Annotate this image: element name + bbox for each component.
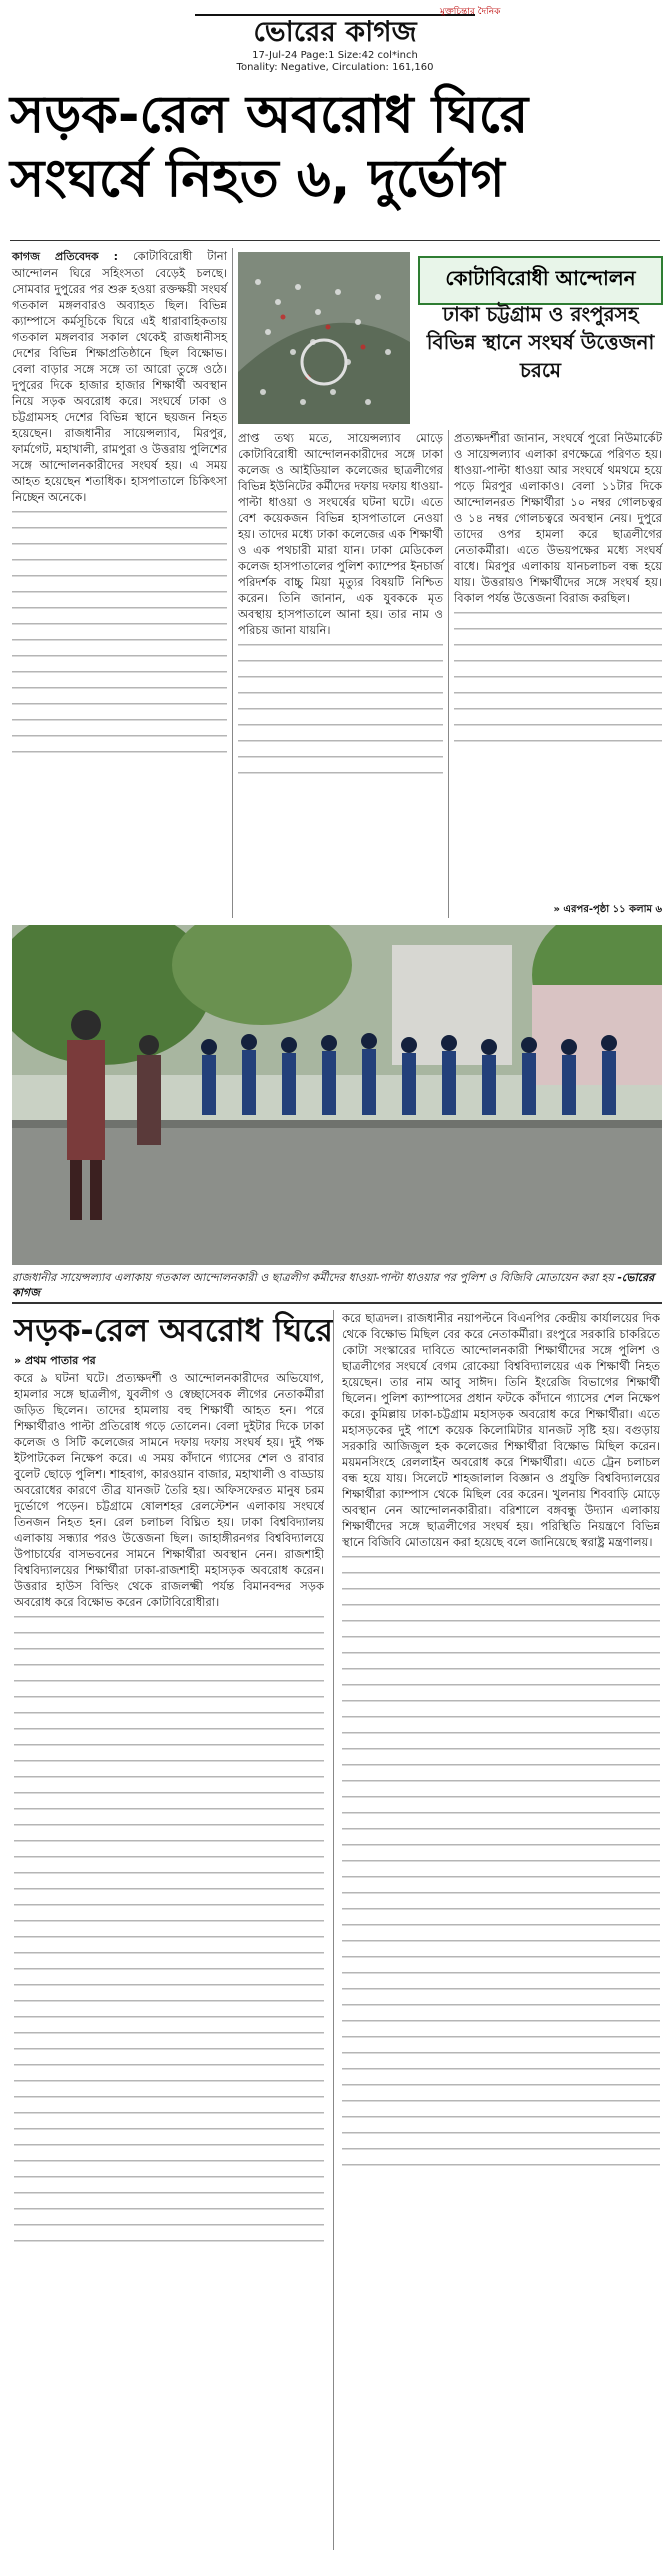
aerial-crowd-illustration xyxy=(238,252,410,424)
masthead-logo-art xyxy=(195,8,475,46)
section-rule xyxy=(12,1302,662,1304)
headline-line-2: সংঘর্ষে নিহত ৬, দুর্ভোগ xyxy=(10,149,505,209)
aerial-crowd-photo xyxy=(238,252,410,424)
masthead-tagline: মুক্তচিন্তার দৈনিক xyxy=(440,7,501,17)
photo-caption-text: রাজধানীর সায়েন্সল্যাব এলাকায় গতকাল আন্দোলনকারী ও ছাত্রলীগ কর্মীদের ধাওয়া-পাল্টা ধাওয়ার পর পুলিশ ও বিজিবি মোতায়েন করা হয় xyxy=(12,1271,614,1284)
lead-article-col-2-text: প্রাপ্ত তথ্য মতে, সায়েন্সল্যাব মোড়ে কোটাবিরোধী আন্দোলনকারীদের সঙ্গে ঢাকা কলেজ ও আইডিয়াল কলেজের ছাত্রলীগের বিভিন্ন ইউনিটের কর্মীদের দফায় দফায় ধাওয়া-পাল্টা ধাওয়া ও সংঘর্ষের ঘটনা ঘটে। এতে বেশ কয়েকজন বিভিন্ন হাসপাতালে নেওয়া হয়। তাদের মধ্যে ঢাকা কলেজের এক শিক্ষার্থী ও এক পথচারী মারা যান। ঢাকা মেডিকেল কলেজ হাসপাতালের পুলিশ ক্যাম্পের ইনচার্জ পরিদর্শক বাচ্চু মিয়া মৃত্যুর বিষয়টি নিশ্চিত করেন। তিনি জানান, এক যুবককে মৃত অবস্থায় হাসপাতালে আনা হয়। তার নাম ও পরিচয় জানা যায়নি। xyxy=(238,431,443,637)
continuation-from-label: » প্রথম পাতার পর xyxy=(14,1354,96,1367)
kicker-label: কোটাবিরোধী আন্দোলন xyxy=(418,256,663,305)
continuation-col-2-continued-text xyxy=(342,1556,660,2176)
continuation-col-1 xyxy=(14,1370,324,2550)
lead-article-col-2 xyxy=(238,430,443,918)
lead-article-col-3-text: প্রত্যক্ষদর্শীরা জানান, সংঘর্ষে পুরো নিউমার্কেট ও সায়েন্সল্যাব এলাকা রণক্ষেত্রে পরিণত হয়। ধাওয়া-পাল্টা ধাওয়া আর সংঘর্ষে থমথমে হয়ে পড়ে মিরপুর এলাকাও। বেলা ১১টার দিকে আন্দোলনরত শিক্ষার্থীরা ১০ নম্বর গোলচত্বর ও ১৪ নম্বর গোলচত্বরে অবস্থান নেয়। দুপুরে তাদের ওপর হামলা করে ছাত্রলীগের নেতাকর্মীরা। এতে উভয়পক্ষের মধ্যে সংঘর্ষ বাধে। মিরপুর এলাকায় যানচলাচল বন্ধ হয়ে যায়। উত্তরায়ও শিক্ষার্থীদের সঙ্গে সংঘর্ষ হয়। বিকাল পর্যন্ত উত্তেজনা বিরাজ করছিল। xyxy=(454,431,662,605)
lead-article-col-3-continued-text xyxy=(454,612,662,742)
lead-article-col-1-text xyxy=(12,248,227,505)
continuation-title: সড়ক-রেল অবরোধ ঘিরে xyxy=(14,1311,333,1349)
byline: কাগজ প্রতিবেদক : xyxy=(12,250,119,263)
lead-article-col-1-body: কোটাবিরোধী টানা আন্দোলন ঘিরে সহিংসতা বেড়েই চলছে। সোমবার দুপুরের পর শুরু হওয়া রক্তক্ষয়ী সংঘর্ষ গতকাল মঙ্গলবারও অব্যাহত ছিল। বিভিন্ন ক্যাম্পাসে কর্মসূচিকে ঘিরে এই ধারাবাহিকতায় গতকাল মঙ্গলবার সকাল থেকেই রাজধানীসহ দেশের বিভিন্ন শিক্ষাপ্রতিষ্ঠানে ছিল বিক্ষোভ। বেলা বাড়ার সঙ্গে সঙ্গে তা আরো তুঙ্গে ওঠে। দুপুরের দিকে হাজার হাজার শিক্ষার্থী অবস্থান নিয়ে সড়ক অবরোধ করে। সংঘর্ষে ঢাকা ও চট্টগ্রামসহ দেশের বিভিন্ন স্থানে ছয়জন নিহত হয়েছেন। রাজধানীর সায়েন্সল্যাব, মিরপুর, ফার্মগেট, মহাখালী, রামপুরা ও উত্তরায় পুলিশের সঙ্গে আন্দোলনকারীদের সংঘর্ষ হয়। এ সময় আহত হয়েছেন শতাধিক। হাসপাতালে চিকিৎসা নিচ্ছেন অনেকে। xyxy=(12,249,228,504)
subdeck: ঢাকা চট্টগ্রাম ও রংপুরসহ বিভিন্ন স্থানে সংঘর্ষ উত্তেজনা চরমে xyxy=(426,302,655,382)
photo-caption xyxy=(12,1270,662,1300)
continuation-col-2 xyxy=(342,1310,660,2550)
police-deployment-photo xyxy=(12,925,662,1265)
police-deployment-illustration xyxy=(12,925,662,1265)
lead-article-col-2-continued-text xyxy=(238,644,443,784)
masthead-logo xyxy=(195,8,475,46)
continuation-col-2-text: করে ছাত্রদল। রাজধানীর নয়াপল্টনে বিএনপির কেন্দ্রীয় কার্যালয়ের দিক থেকে বিক্ষোভ মিছিল বের করে নেতাকর্মীরা। রংপুরে সরকারি চাকরিতে কোটা সংস্কারের দাবিতে আন্দোলনকারী শিক্ষার্থীদের সঙ্গে পুলিশ ও ছাত্রলীগের সংঘর্ষে বেগম রোকেয়া বিশ্ববিদ্যালয়ের এক শিক্ষার্থী নিহত হয়েছেন। তার নাম আবু সাঈদ। তিনি ইংরেজি বিভাগের শিক্ষার্থী ছিলেন। পুলিশ ক্যাম্পাসের প্রধান ফটকে কাঁদানে গ্যাসের শেল নিক্ষেপ করে। কুমিল্লায় ঢাকা-চট্টগ্রাম মহাসড়ক অবরোধ করে শিক্ষার্থীরা। এতে মহাসড়কের দুই পাশে কয়েক কিলোমিটার যানজট সৃষ্টি হয়। বগুড়ায় সরকারি আজিজুল হক কলেজের শিক্ষার্থীরা বিক্ষোভ মিছিল করেন। ময়মনসিংহে রেললাইন অবরোধ করে শিক্ষার্থীরা। এতে ট্রেন চলাচল বন্ধ হয়ে যায়। সিলেটে শাহজালাল বিজ্ঞান ও প্রযুক্তি বিশ্ববিদ্যালয়ের শিক্ষার্থীরা ক্যাম্পাস থেকে মিছিল বের করেন। খুলনায় শিববাড়ি মোড়ে অবস্থান নেন আন্দোলনকারীরা। বরিশালে বঙ্গবন্ধু উদ্যান এলাকায় শিক্ষার্থীদের সঙ্গে ছাত্রলীগের সংঘর্ষ হয়। পরিস্থিতি নিয়ন্ত্রণে বিভিন্ন স্থানে বিজিবি মোতায়েন করা হয়েছে বলে জানিয়েছে স্বরাষ্ট্র মন্ত্রণালয়। xyxy=(342,1311,660,1549)
lead-article-col-1-continued-text xyxy=(12,511,227,761)
column-rule-3 xyxy=(333,1310,334,2550)
headline-rule xyxy=(10,240,660,241)
lead-article-col-1 xyxy=(12,248,227,918)
jump-line: » এরপর-পৃষ্ঠা ১১ কলাম ৬ xyxy=(553,904,662,915)
photo-credit: -ভোরের কাগজ xyxy=(12,1271,655,1299)
column-rule-2 xyxy=(448,430,449,918)
continuation-col-1-continued-text xyxy=(14,1616,324,2256)
column-rule-1 xyxy=(232,248,233,918)
clipping-date-size: 17-Jul-24 Page:1 Size:42 col*inch xyxy=(252,50,418,61)
masthead-logo-text: ভোরের কাগজ xyxy=(253,15,417,46)
continuation-col-1-text: করে ৯ ঘটনা ঘটে। প্রত্যক্ষদর্শী ও আন্দোলনকারীদের অভিযোগ, হামলার সঙ্গে ছাত্রলীগ, যুবলীগ ও স্বেচ্ছাসেবক লীগের নেতাকর্মীরা জড়িত ছিলেন। তাদের হামলায় বহু শিক্ষার্থী আহত হন। পরে শিক্ষার্থীরাও পাল্টা প্রতিরোধ গড়ে তোলেন। বেলা দুইটার দিকে ঢাকা কলেজ ও সিটি কলেজের সামনে দফায় দফায় সংঘর্ষ হয়। দুই পক্ষ ইটপাটকেল নিক্ষেপ করে। এ সময় কাঁদানে গ্যাসের শেল ও রাবার বুলেট ছোড়ে পুলিশ। শাহবাগ, কারওয়ান বাজার, মহাখালী ও বাড্ডায় অবরোধের কারণে তীব্র যানজট তৈরি হয়। অফিসফেরত মানুষ চরম দুর্ভোগে পড়েন। চট্টগ্রামে ষোলশহর রেলস্টেশন এলাকায় সংঘর্ষে তিনজন নিহত হন। রেল চলাচল বিঘ্নিত হয়। ঢাকা বিশ্ববিদ্যালয় এলাকায় সন্ধ্যার পরও উত্তেজনা ছিল। জাহাঙ্গীরনগর বিশ্ববিদ্যালয়ে উপাচার্যের বাসভবনের সামনে শিক্ষার্থীরা অবস্থান নেন। রাজশাহী বিশ্ববিদ্যালয়ের শিক্ষার্থীরা ঢাকা-রাজশাহী মহাসড়ক অবরোধ করেন। উত্তরার হাউস বিল্ডিং থেকে রাজলক্ষ্মী পর্যন্ত বিমানবন্দর সড়ক অবরোধ করে বিক্ষোভ করেন কোটাবিরোধীরা। xyxy=(14,1371,324,1609)
headline-line-1: সড়ক-রেল অবরোধ ঘিরে xyxy=(10,85,529,145)
clipping-tonality-circulation: Tonality: Negative, Circulation: 161,160 xyxy=(236,62,434,73)
lead-article-col-3 xyxy=(454,430,662,900)
